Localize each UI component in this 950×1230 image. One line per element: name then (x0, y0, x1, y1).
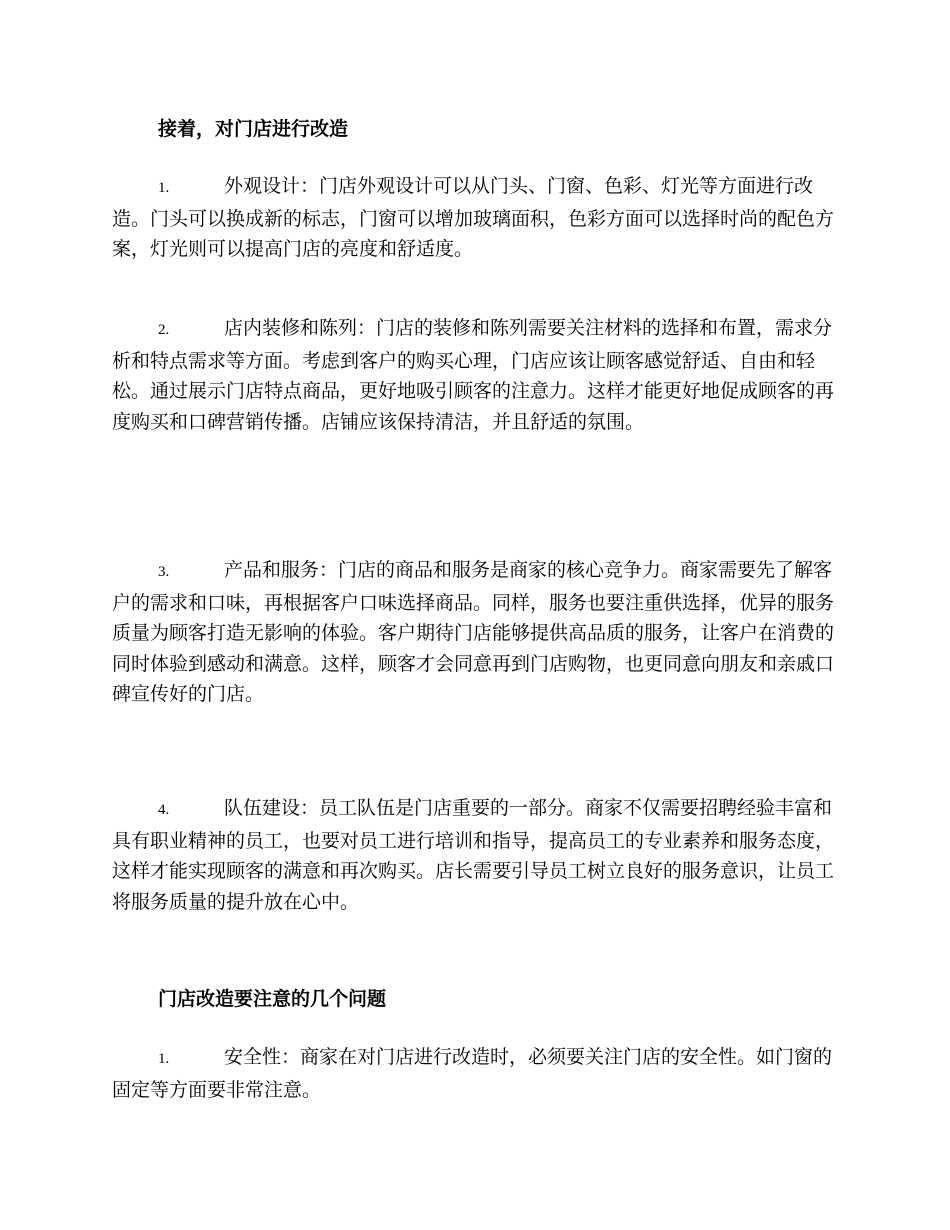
list-item (112, 313, 834, 437)
list-item-text: 队伍建设：员工队伍是门店重要的一部分。商家不仅需要招聘经验丰富和具有职业精神的员工，也要对员工进行培训和指导，提高员工的专业素养和服务态度，这样才能实现顾客的满意和再次购买。店长需要引导员工树立良好的服务意识，让员工将服务质量的提升放在心中。 (112, 797, 835, 913)
list-item (112, 1042, 834, 1105)
list-item-number: 4. (158, 802, 170, 818)
list-item-number: 1. (158, 1051, 170, 1067)
list-item-text: 安全性：商家在对门店进行改造时，必须要关注门店的安全性。如门窗的固定等方面要非常注意。 (112, 1046, 833, 1101)
list-item (112, 555, 834, 710)
list-item (112, 171, 834, 265)
list-item-text: 店内装修和陈列：门店的装修和陈列需要关注材料的选择和布置，需求分析和特点需求等方面。考虑到客户的购买心理，门店应该让顾客感觉舒适、自由和轻松。通过展示门店特点商品，更好地吸引顾客的注意力。这样才能更好地促成顾客的再度购买和口碑营销传播。店铺应该保持清洁，并且舒适的氛围。 (112, 317, 835, 433)
section-heading-store-renovation: 接着，对门店进行改造 (158, 118, 349, 140)
list-item-text: 外观设计：门店外观设计可以从门头、门窗、色彩、灯光等方面进行改造。门头可以换成新的标志，门窗可以增加玻璃面积，色彩方面可以选择时尚的配色方案，灯光则可以提高门店的亮度和舒适度。 (112, 175, 835, 261)
list-item-text: 产品和服务：门店的商品和服务是商家的核心竞争力。商家需要先了解客户的需求和口味，再根据客户口味选择商品。同样，服务也要注重供选择，优异的服务质量为顾客打造无影响的体验。客户期待门店能够提供高品质的服务，让客户在消费的同时体验到感动和满意。这样，顾客才会同意再到门店购物，也更同意向朋友和亲戚口碑宣传好的门店。 (112, 559, 835, 706)
list-item-number: 1. (158, 180, 170, 196)
list-item-number: 3. (158, 564, 170, 580)
list-item-number: 2. (158, 322, 170, 338)
list-item (112, 793, 834, 917)
section-heading-renovation-issues: 门店改造要注意的几个问题 (158, 988, 387, 1010)
